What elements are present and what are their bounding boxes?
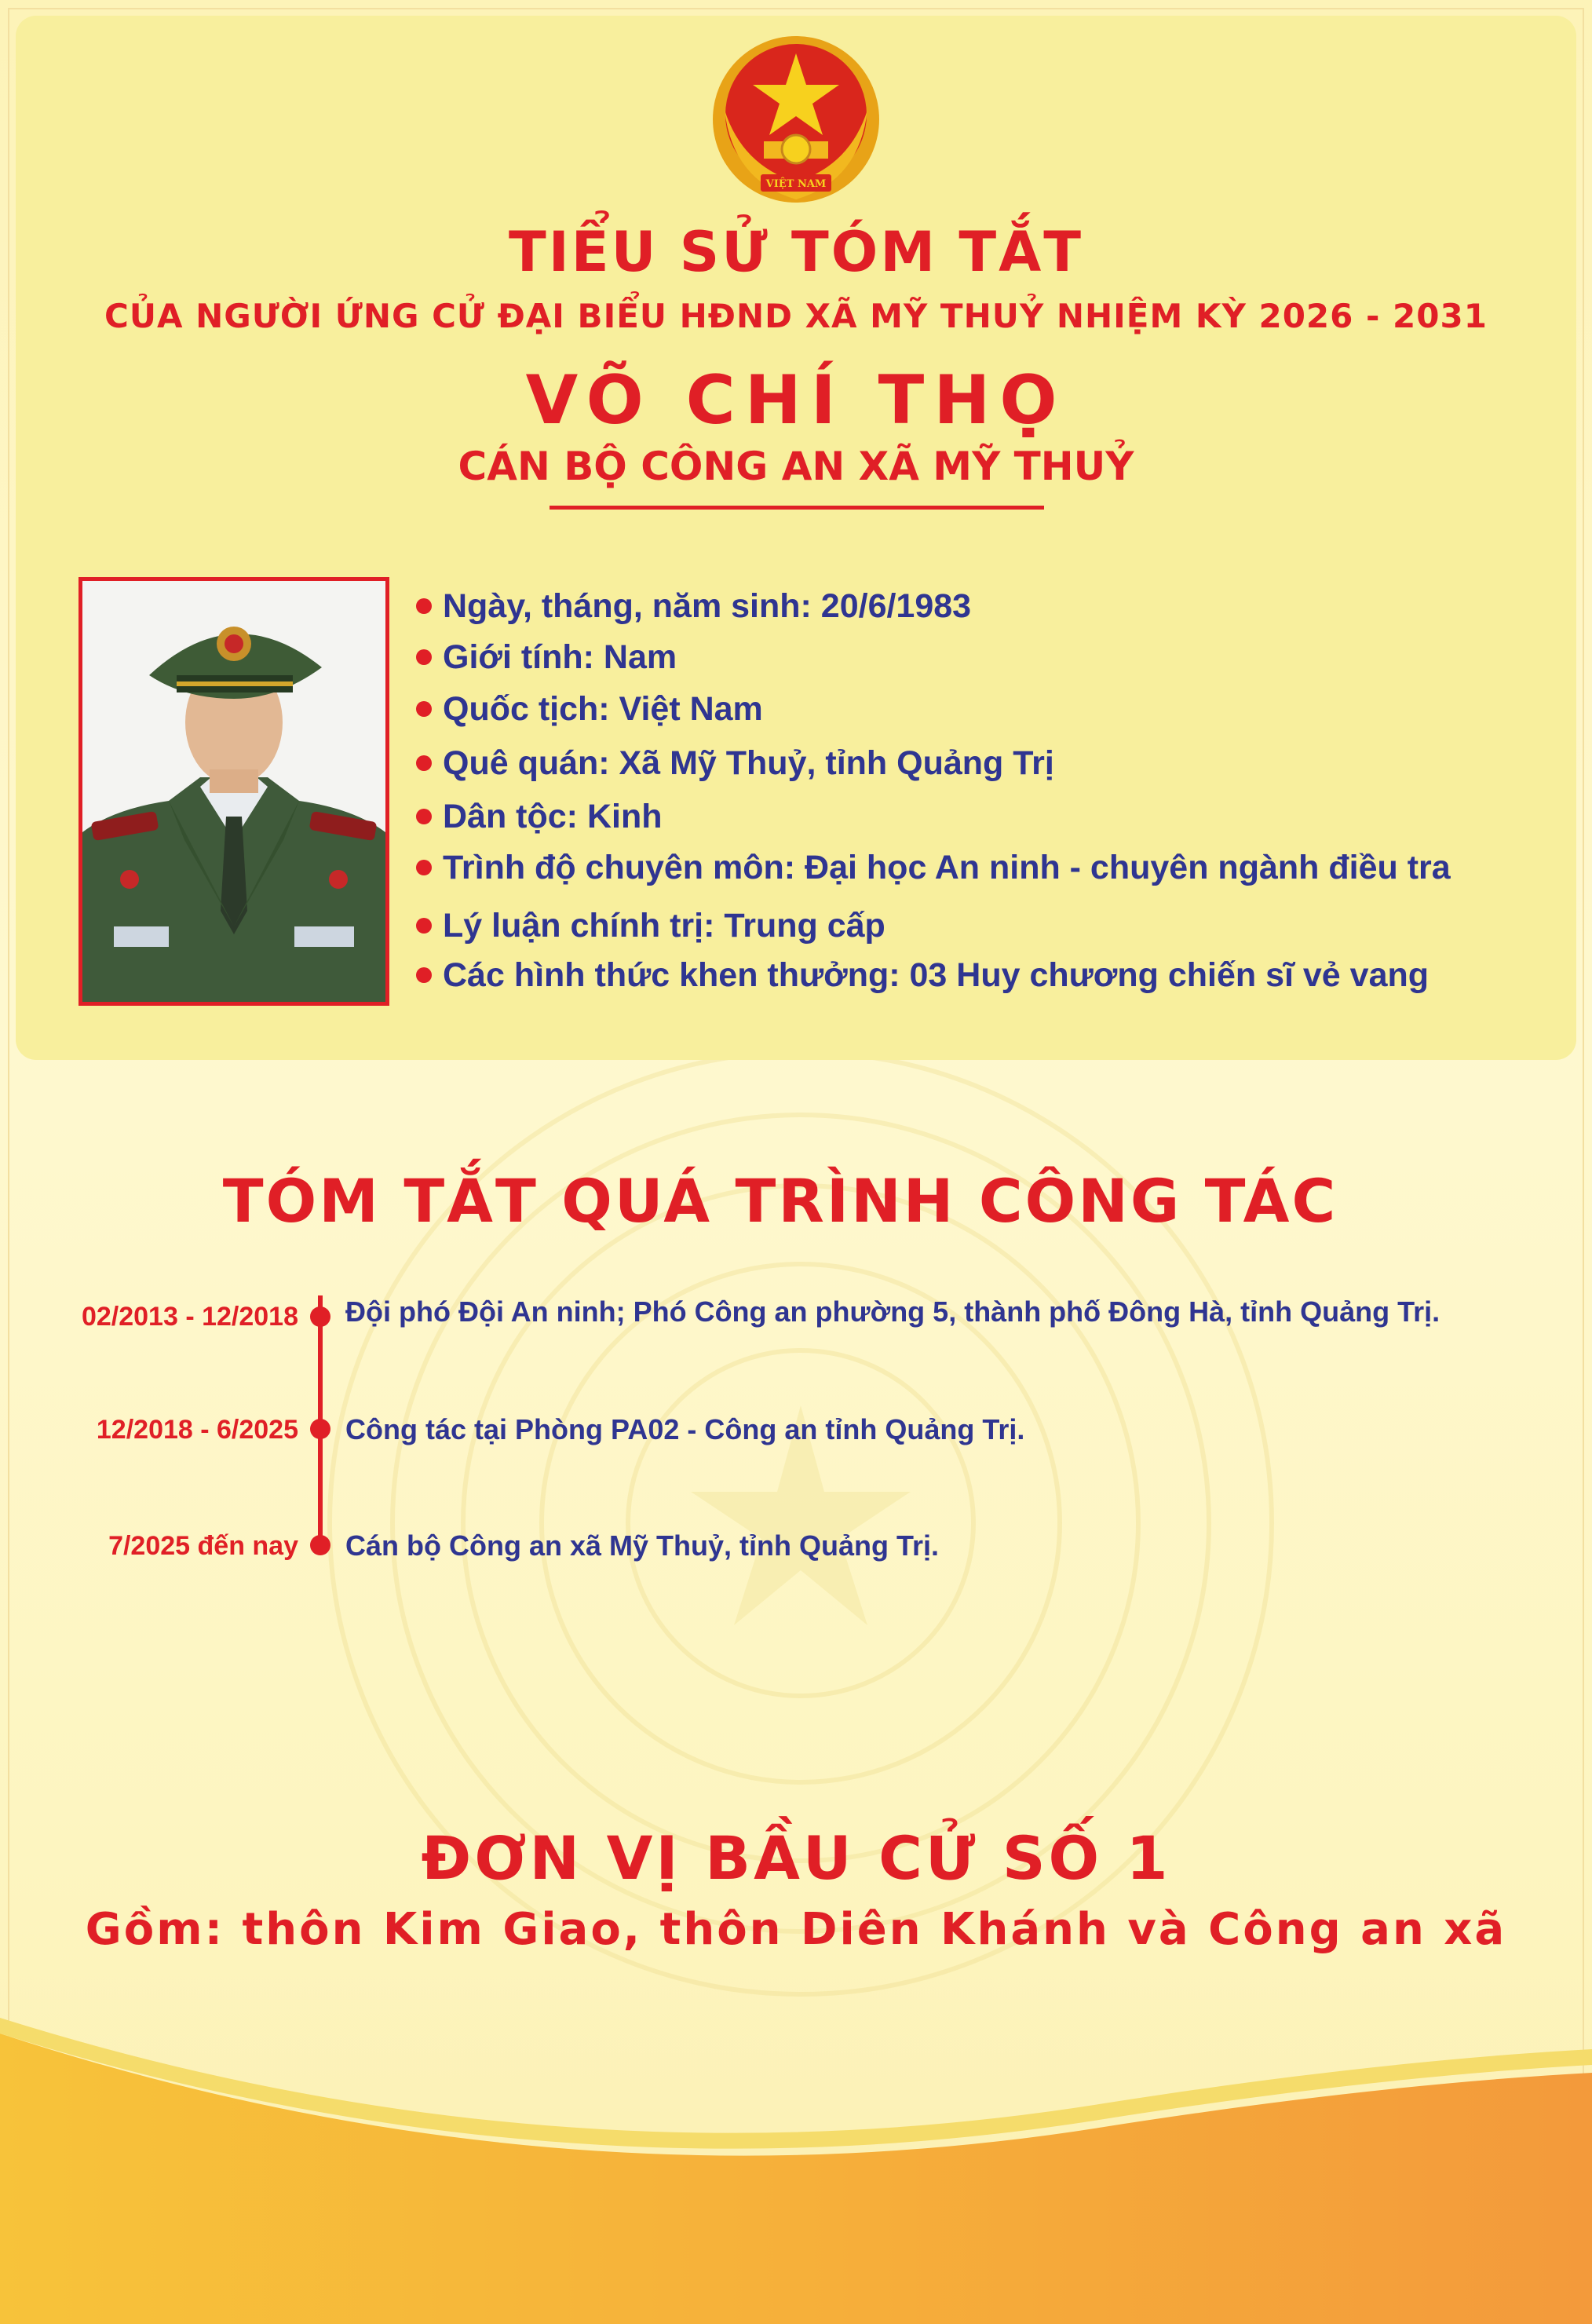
timeline-dot bbox=[310, 1306, 330, 1327]
emblem-text: VIỆT NAM bbox=[765, 178, 827, 190]
work-history-title: TÓM TẮT QUÁ TRÌNH CÔNG TÁC bbox=[222, 1166, 1338, 1236]
profile-item-text: Ngày, tháng, năm sinh: 20/6/1983 bbox=[443, 586, 972, 625]
candidate-position: CÁN BỘ CÔNG AN XÃ MỸ THUỶ bbox=[458, 444, 1134, 489]
profile-item-gender bbox=[416, 634, 677, 681]
document-subtitle: CỦA NGƯỜI ỨNG CỬ ĐẠI BIỂU HĐND XÃ MỸ THUỶ NHIỆM KỲ 2026 - 2031 bbox=[104, 297, 1488, 335]
timeline-description: Đội phó Đội An ninh; Phó Công an phường 5, thành phố Đông Hà, tỉnh Quảng Trị. bbox=[345, 1295, 1440, 1328]
profile-item-education bbox=[416, 844, 1451, 891]
bullet-icon bbox=[416, 598, 432, 614]
candidate-name: VÕ CHÍ THỌ bbox=[525, 361, 1067, 440]
bullet-icon bbox=[416, 701, 432, 717]
profile-item-text: Các hình thức khen thưởng: 03 Huy chương chiến sĩ vẻ vang bbox=[443, 956, 1430, 994]
constituency-title: ĐƠN VỊ BẦU CỬ SỐ 1 bbox=[421, 1823, 1171, 1893]
bullet-icon bbox=[416, 755, 432, 771]
bottom-wave-decoration bbox=[0, 2010, 1592, 2324]
timeline-dot bbox=[310, 1419, 330, 1439]
timeline-period: 7/2025 đến nay bbox=[108, 1531, 298, 1561]
national-emblem-icon bbox=[709, 31, 883, 207]
profile-item-ethnicity bbox=[416, 793, 662, 840]
profile-item-text: Lý luận chính trị: Trung cấp bbox=[443, 906, 885, 945]
bullet-icon bbox=[416, 967, 432, 983]
timeline-description: Cán bộ Công an xã Mỹ Thuỷ, tỉnh Quảng Trị. bbox=[345, 1529, 940, 1562]
timeline-dot bbox=[310, 1535, 330, 1555]
profile-item-text: Dân tộc: Kinh bbox=[443, 797, 663, 835]
profile-item-political-theory bbox=[416, 902, 885, 949]
timeline-description: Công tác tại Phòng PA02 - Công an tỉnh Quảng Trị. bbox=[345, 1413, 1025, 1445]
profile-item-hometown bbox=[416, 740, 1054, 787]
timeline-period: 02/2013 - 12/2018 bbox=[81, 1302, 298, 1332]
constituency-description: Gồm: thôn Kim Giao, thôn Diên Khánh và Công an xã bbox=[85, 1904, 1507, 1955]
page-border bbox=[8, 8, 1584, 2316]
profile-item-text: Giới tính: Nam bbox=[443, 638, 677, 676]
bullet-icon bbox=[416, 649, 432, 665]
document-title: TIỂU SỬ TÓM TẮT bbox=[508, 220, 1084, 284]
timeline-period: 12/2018 - 6/2025 bbox=[96, 1415, 298, 1445]
profile-item-awards bbox=[416, 952, 1429, 999]
candidate-photo bbox=[79, 577, 389, 1006]
profile-item-text: Quê quán: Xã Mỹ Thuỷ, tỉnh Quảng Trị bbox=[443, 744, 1054, 782]
bullet-icon bbox=[416, 918, 432, 934]
profile-item-birthdate bbox=[416, 583, 971, 630]
position-underline bbox=[550, 506, 1044, 510]
bullet-icon bbox=[416, 860, 432, 875]
profile-item-text: Quốc tịch: Việt Nam bbox=[443, 689, 763, 728]
bullet-icon bbox=[416, 809, 432, 824]
profile-item-nationality bbox=[416, 685, 763, 733]
profile-item-text: Trình độ chuyên môn: Đại học An ninh - chuyên ngành điều tra bbox=[443, 848, 1451, 886]
